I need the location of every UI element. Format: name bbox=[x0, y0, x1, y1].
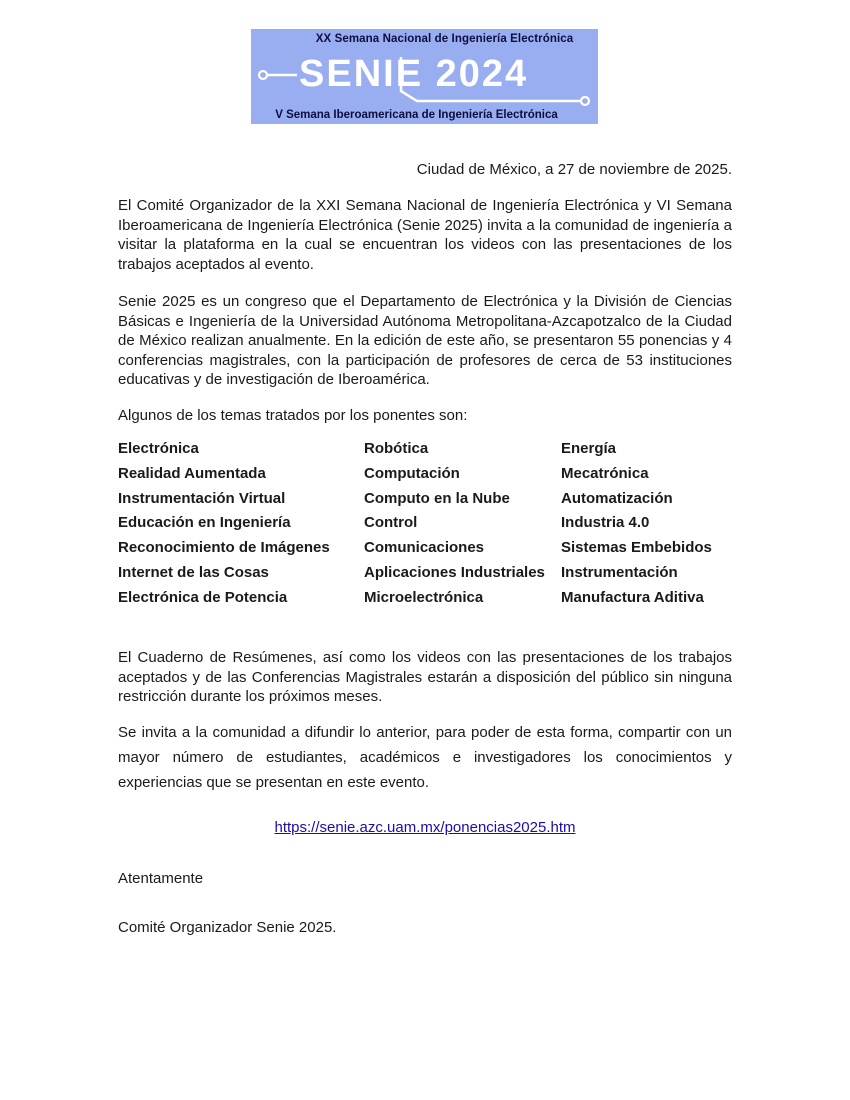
topic-row bbox=[118, 463, 732, 488]
topic-row bbox=[118, 587, 732, 612]
paragraph-invitation: El Comité Organizador de la XXI Semana Nacional de Ingeniería Electrónica y VI Semana Iberoamericana de Ingeniería Electrónica (Senie 2025) invita a la comunidad de ingeniería a visitar la plataforma en la cual se encuentran los videos con las presentaciones de los trabajos aceptados al evento. bbox=[118, 197, 732, 273]
topic-item: Internet de las Cosas bbox=[118, 563, 269, 581]
logo-bottom-line: V Semana Iberoamericana de Ingeniería Electrónica bbox=[275, 109, 558, 121]
closing-salutation: Atentamente bbox=[118, 870, 204, 887]
topic-item: Electrónica de Potencia bbox=[118, 588, 288, 606]
topic-item: Realidad Aumentada bbox=[118, 464, 266, 482]
topic-item: Instrumentación Virtual bbox=[118, 489, 286, 507]
topic-item: Industria 4.0 bbox=[561, 514, 650, 532]
ponencias-link[interactable]: https://senie.azc.uam.mx/ponencias2025.htm bbox=[274, 819, 576, 836]
topic-row bbox=[118, 488, 732, 513]
topic-item: Control bbox=[364, 514, 418, 532]
topic-item: Automatización bbox=[561, 489, 673, 507]
topics-intro: Algunos de los temas tratados por los ponentes son: bbox=[118, 407, 468, 424]
topic-item: Instrumentación bbox=[561, 563, 678, 581]
topics-table bbox=[118, 438, 732, 612]
topic-item: Educación en Ingeniería bbox=[118, 514, 291, 532]
paragraph-dissemination: Se invita a la comunidad a difundir lo anterior, para poder de esta forma, compartir con un mayor número de estudiantes, académicos e investigadores los conocimientos y experiencias que se presentan en este evento. bbox=[118, 724, 732, 791]
letter-date: Ciudad de México, a 27 de noviembre de 2025. bbox=[416, 161, 732, 178]
topic-row bbox=[118, 438, 732, 463]
topic-item: Electrónica bbox=[118, 440, 199, 457]
topic-item: Microelectrónica bbox=[364, 588, 484, 606]
topic-item: Comunicaciones bbox=[364, 539, 485, 557]
logo-title: SENIE 2024 bbox=[299, 53, 529, 95]
senie-logo bbox=[251, 29, 598, 124]
topic-row bbox=[118, 562, 732, 587]
topic-row bbox=[118, 537, 732, 562]
paragraph-congress: Senie 2025 es un congreso que el Departamento de Electrónica y la División de Ciencias Básicas e Ingeniería de la Universidad Autónoma Metropolitana-Azcapotzalco de la Ciudad de México realizan anualmente. En la edición de este año, se presentaron 55 ponencias y 4 conferencias magistrales, con la participación de profesores de cerca de 53 instituciones educativas y de investigación de Iberoamérica. bbox=[118, 293, 732, 388]
topic-item: Computación bbox=[364, 464, 460, 482]
topic-item: Energía bbox=[561, 440, 617, 457]
topic-item: Manufactura Aditiva bbox=[561, 588, 704, 606]
topic-item: Robótica bbox=[364, 440, 429, 457]
topic-row bbox=[118, 512, 732, 537]
topic-item: Computo en la Nube bbox=[364, 489, 510, 507]
signature: Comité Organizador Senie 2025. bbox=[118, 919, 337, 936]
link-container bbox=[118, 818, 732, 838]
topic-item: Reconocimiento de Imágenes bbox=[118, 539, 330, 557]
logo-top-line: XX Semana Nacional de Ingeniería Electrónica bbox=[315, 33, 574, 45]
paragraph-availability: El Cuaderno de Resúmenes, así como los videos con las presentaciones de los trabajos aceptados y de las Conferencias Magistrales estarán a disposición del público sin ninguna restricción durante los próximos meses. bbox=[118, 649, 732, 705]
topic-item: Sistemas Embebidos bbox=[561, 539, 712, 557]
topic-item: Aplicaciones Industriales bbox=[364, 563, 545, 581]
topic-item: Mecatrónica bbox=[561, 464, 649, 482]
